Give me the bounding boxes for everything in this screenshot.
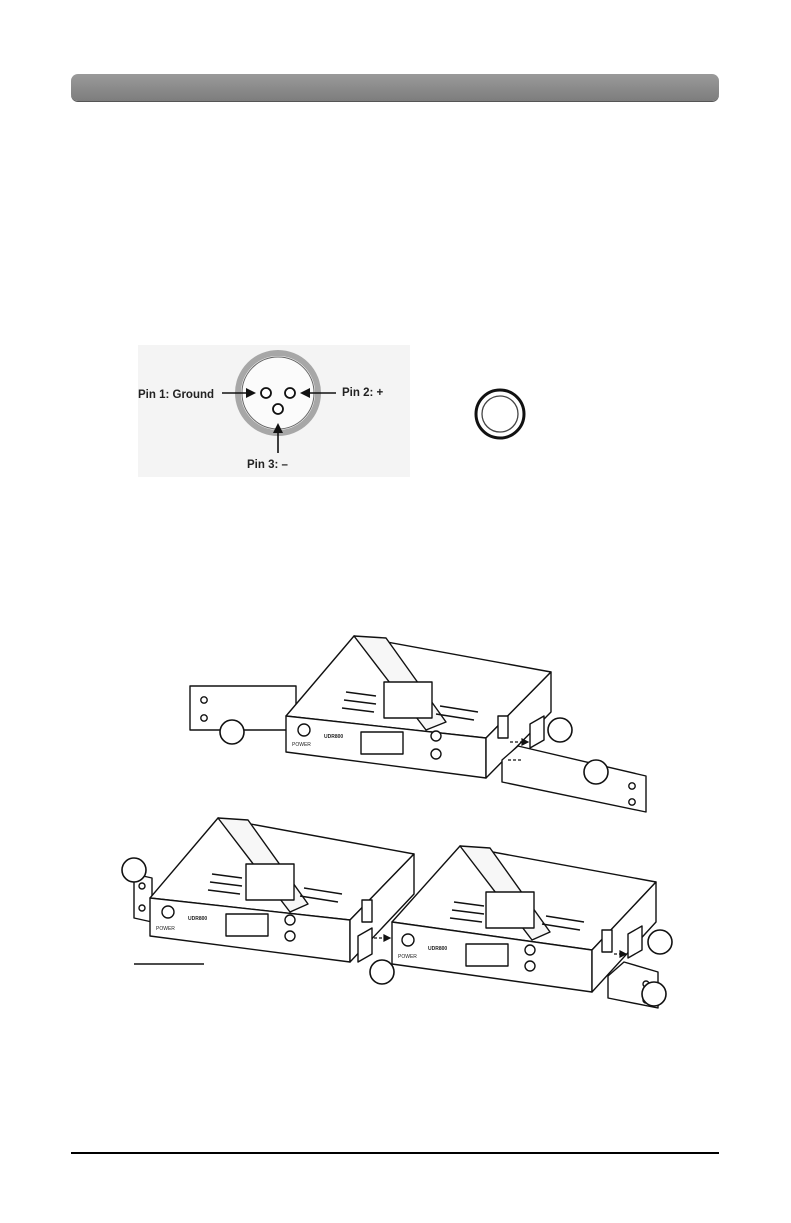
pin-2-hole <box>285 388 295 398</box>
callout-circle <box>642 982 666 1006</box>
model-label: UDR800 <box>324 734 344 740</box>
xlr-pinout-diagram <box>138 345 410 477</box>
model-label: UDR800 <box>188 916 208 922</box>
jack-inner-ring <box>482 396 518 432</box>
left-rack-ear <box>190 686 296 730</box>
power-label: POWER <box>292 742 311 748</box>
callout-circle <box>548 718 572 742</box>
pin-1-hole <box>261 388 271 398</box>
model-label: UDR800 <box>428 946 448 952</box>
pin-2-label: Pin 2: + <box>342 387 384 399</box>
pin-3-hole <box>273 404 283 414</box>
pin-1-label: Pin 1: Ground <box>138 389 215 401</box>
power-label: POWER <box>398 954 417 960</box>
section-header-bar <box>71 74 719 101</box>
footer-rule <box>71 1152 719 1154</box>
callout-circle <box>584 760 608 784</box>
pin-3-label: Pin 3: – <box>247 459 288 471</box>
power-label: POWER <box>156 926 175 932</box>
jack-connector-diagram <box>472 386 528 442</box>
rack-mount-single-diagram <box>186 630 656 820</box>
rack-mount-dual-diagram <box>118 812 678 1017</box>
callout-circle <box>648 930 672 954</box>
callout-circle <box>370 960 394 984</box>
right-rack-ear <box>502 746 646 812</box>
callout-circle <box>122 858 146 882</box>
callout-circle <box>220 720 244 744</box>
